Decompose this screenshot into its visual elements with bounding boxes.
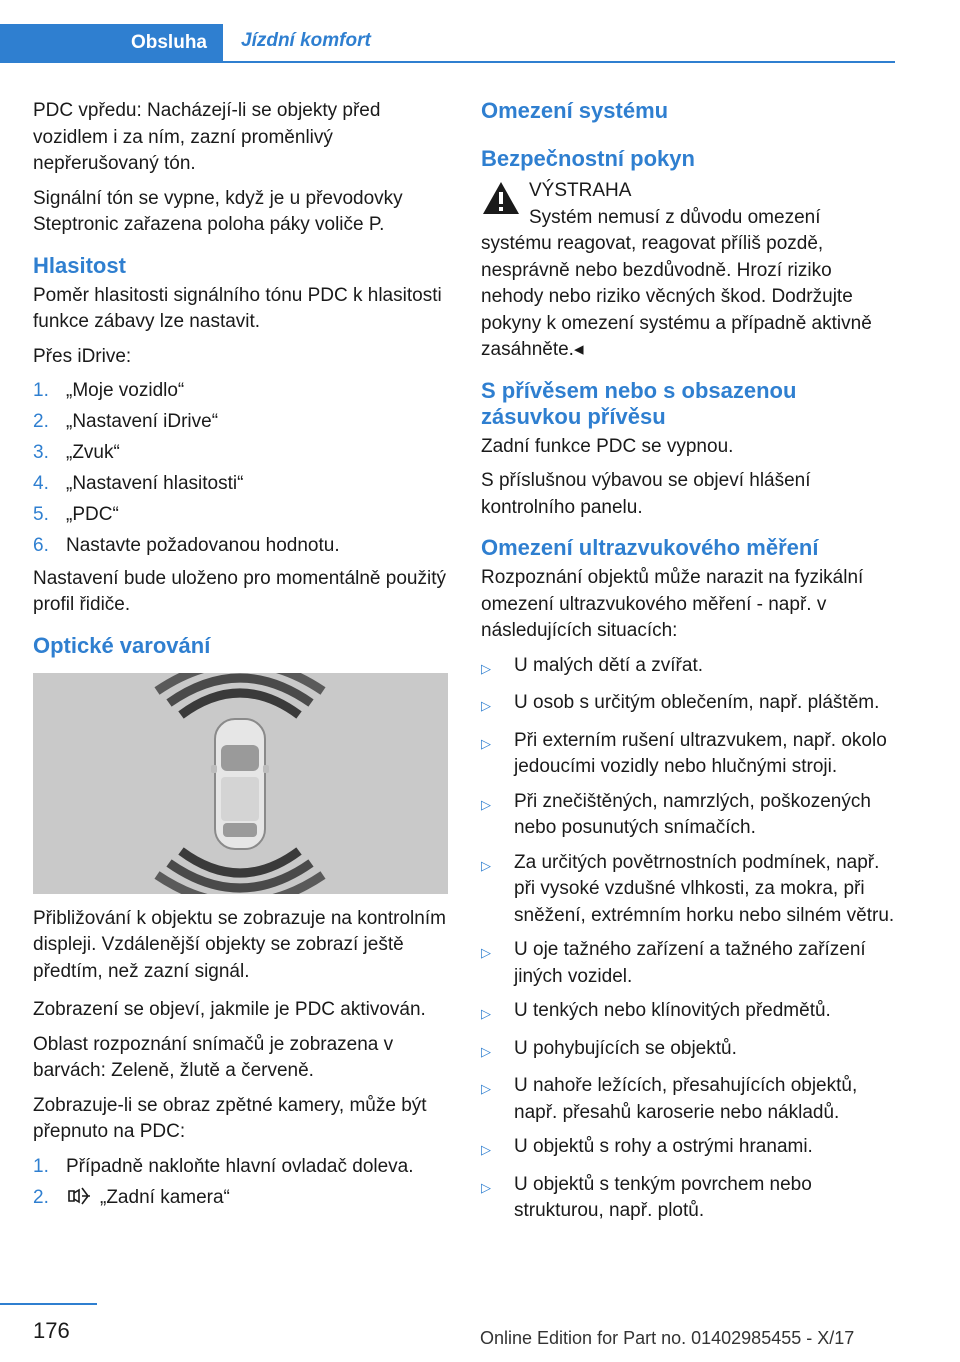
left-column (33, 98, 448, 1221)
list-item (481, 850, 896, 930)
triangle-right-icon: ▷ (481, 945, 491, 960)
paragraph-colors: Oblast rozpoznání snímačů je zobrazena v barvách: Zeleně, žlutě a červeně. (33, 1033, 394, 1081)
triangle-right-icon: ▷ (481, 796, 491, 812)
list-item-text: U oje tažného zařízení a tažného zařízení jiných vozidel. (514, 939, 866, 987)
step-number: 2. (33, 411, 49, 432)
triangle-right-icon: ▷ (481, 1179, 491, 1195)
triangle-right-icon: ▷ (481, 1142, 491, 1157)
step-number: 2. (33, 1186, 49, 1208)
list-item-text: U pohybujících se objektů. (514, 1037, 737, 1059)
step-number: 5. (33, 504, 49, 525)
list-item (33, 502, 448, 529)
list-item-text: U tenkých nebo klínovitých předmětů. (514, 1000, 831, 1021)
list-item (481, 789, 896, 842)
paragraph-idrive: Přes iDrive: (33, 345, 132, 367)
limitations-list (481, 653, 896, 1225)
list-item (33, 378, 448, 405)
step-text: Nastavte požadovanou hodnotu. (66, 535, 340, 556)
header-tabs (0, 24, 895, 62)
list-item (481, 653, 896, 683)
step-number: 4. (33, 473, 49, 494)
list-item-text: U nahoře ležících, přesahujících objektů, např. přesahů karoserie nebo nákladů. (514, 1075, 858, 1123)
triangle-right-icon: ▷ (481, 735, 491, 751)
step-number: 1. (33, 380, 49, 401)
list-item (481, 728, 896, 781)
list-item-text: Za určitých povětrnostních podmínek, např. při vysoké vzdušné vlhkosti, za mokra, při sněžení, extrémním horku nebo silném větru. (514, 851, 895, 926)
step-text: „PDC“ (66, 504, 119, 525)
triangle-right-icon: ▷ (481, 857, 491, 873)
triangle-right-icon: ▷ (481, 1081, 491, 1096)
step-text: „Zvuk“ (66, 442, 120, 463)
list-item (33, 471, 448, 498)
step-number: 6. (33, 535, 49, 556)
heading-safety-note: Bezpečnostní pokyn (481, 146, 695, 171)
list-item-text: U malých dětí a zvířat. (514, 654, 704, 676)
footer-edition: Online Edition for Part no. 01402985455 - X/17 (480, 1328, 855, 1348)
paragraph-display-appears: Zobrazení se objeví, jakmile je PDC aktivován. (33, 999, 426, 1020)
list-item-text: U osob s určitým oblečením, např. pláštěm. (514, 692, 880, 713)
warning-text: Systém nemusí z důvodu omezení systému reagovat, reagovat příliš pozdě, nesprávně nebo bezdůvodně. Hrozí riziko nehody nebo riziko věcných škod. Dodržujte pokyny k omezení systému a případně aktivně zasáhněte.◂ (481, 206, 872, 360)
camera-steps-list (33, 1154, 448, 1216)
rear-camera-icon (66, 1185, 96, 1216)
paragraph-ultrasonic: Rozpoznání objektů může narazit na fyzikální omezení ultrazvukového měření - např. v následujících situacích: (481, 567, 864, 641)
tab-jizdni-komfort[interactable]: Jízdní komfort (241, 30, 371, 51)
paragraph-camera-switch: Zobrazuje-li se obraz zpětné kamery, může být přepnuto na PDC: (33, 1094, 427, 1142)
idrive-steps-list (33, 378, 448, 560)
step-text: Případně nakloňte hlavní ovladač doleva. (66, 1155, 414, 1177)
list-item-text: Při externím rušení ultrazvukem, např. okolo jedoucími vozidly nebo hlučnými stroji. (514, 729, 887, 777)
pdc-car-illustration (33, 673, 448, 894)
page-number: 176 (33, 1318, 70, 1343)
warning-title: VÝSTRAHA (529, 180, 632, 201)
right-column (481, 98, 896, 1233)
list-item-text: U objektů s rohy a ostrými hranami. (514, 1136, 813, 1157)
pdc-display-figure (33, 673, 448, 894)
header-divider (0, 61, 895, 63)
triangle-right-icon: ▷ (481, 698, 491, 713)
triangle-right-icon: ▷ (481, 1043, 491, 1059)
paragraph-trailer-1: Zadní funkce PDC se vypnou. (481, 435, 734, 457)
list-item (481, 690, 896, 720)
paragraph-pdc-front: PDC vpředu: Nacházejí-li se objekty před vozidlem i za ním, zazní proměnlivý nepřerušovaný tón. (33, 100, 381, 174)
paragraph-volume: Poměr hlasitosti signálního tónu PDC k hlasitosti funkce zábavy lze nastavit. (33, 284, 442, 332)
list-item (481, 1073, 896, 1126)
list-item (481, 1036, 896, 1066)
step-text: „Moje vozidlo“ (66, 380, 185, 401)
heading-system-limits: Omezení systému (481, 98, 669, 123)
step-text: „Nastavení hlasitosti“ (66, 473, 244, 494)
heading-ultrasonic: Omezení ultrazvukového měření (481, 535, 819, 560)
list-item (481, 1134, 896, 1164)
warning-box (481, 178, 896, 364)
list-item (33, 440, 448, 467)
step-number: 3. (33, 442, 49, 463)
paragraph-steptronic: Signální tón se vypne, když je u převodovky Steptronic zařazena poloha páky voliče P. (33, 187, 403, 235)
heading-volume: Hlasitost (33, 252, 126, 278)
triangle-right-icon: ▷ (481, 1006, 491, 1021)
list-item (33, 1154, 448, 1181)
list-item (481, 998, 896, 1028)
paragraph-approach: Přibližování k objektu se zobrazuje na kontrolním displeji. Vzdálenější objekty se zobrazí ještě předtím, než zazní signál. (33, 907, 446, 982)
list-item-text: Při znečištěných, namrzlých, poškozených nebo posunutých snímačích. (514, 790, 871, 838)
footer-divider (0, 1303, 97, 1305)
paragraph-profile: Nastavení bude uloženo pro momentálně použitý profil řidiče. (33, 567, 446, 615)
step-text: „Nastavení iDrive“ (66, 411, 219, 432)
paragraph-trailer-2: S příslušnou výbavou se objeví hlášení kontrolního panelu. (481, 470, 811, 518)
heading-trailer: S přívěsem nebo s obsazenou zásuvkou přívěsu (481, 377, 797, 429)
list-item (33, 533, 448, 560)
step-number: 1. (33, 1155, 49, 1177)
list-item (481, 937, 896, 990)
list-item (33, 409, 448, 436)
list-item (33, 1185, 448, 1216)
step-text: „Zadní kamera“ (100, 1186, 230, 1208)
warning-triangle-icon (481, 180, 521, 216)
triangle-right-icon: ▷ (481, 660, 491, 676)
list-item (481, 1172, 896, 1225)
tab-obsluha[interactable]: Obsluha (0, 24, 223, 62)
heading-optical-warning: Optické varování (33, 632, 211, 658)
list-item-text: U objektů s tenkým povrchem nebo strukturou, např. plotů. (514, 1173, 812, 1221)
